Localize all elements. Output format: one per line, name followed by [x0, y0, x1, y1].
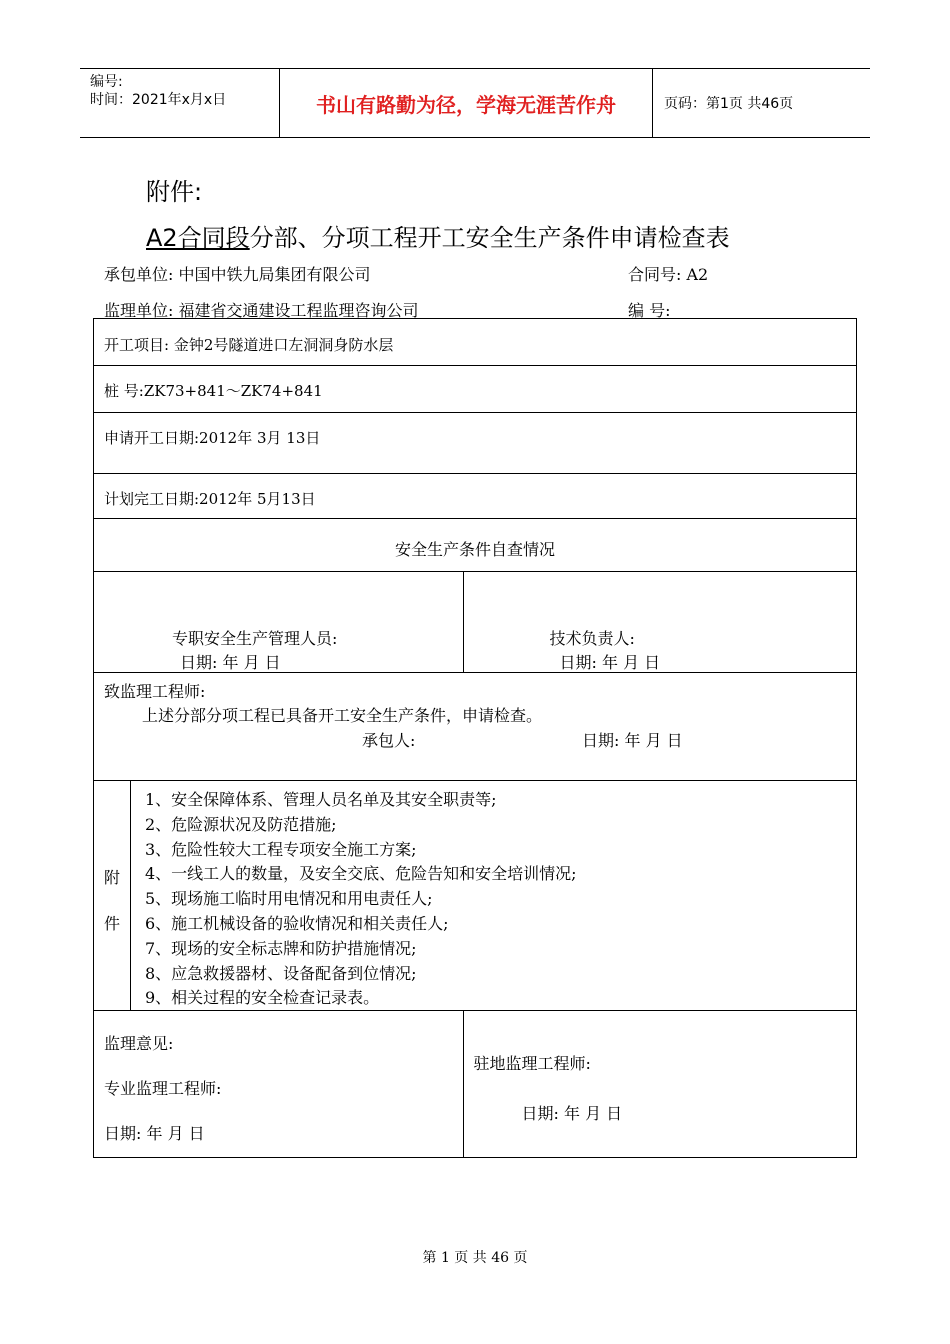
title-text: 分部、分项工程开工安全生产条件申请检查表 — [249, 224, 730, 252]
page-footer: 第 1 页 共 46 页 — [422, 1250, 528, 1266]
list-item: 2、危险源状况及防范措施; — [144, 814, 337, 834]
safety-manager-sign: 专职安全生产管理人员: — [172, 629, 338, 648]
attachment-side-1: 附 — [104, 868, 121, 887]
motto: 书山有路勤为径，学海无涯苦作舟 — [280, 69, 653, 137]
to-engineer: 致监理工程师: — [104, 682, 206, 701]
document-title — [146, 218, 730, 253]
list-item: 1、安全保障体系、管理人员名单及其安全职责等; — [144, 790, 497, 809]
professional-engineer-sign: 专业监理工程师: — [104, 1079, 222, 1098]
contractor-unit: 承包单位: 中国中铁九局集团有限公司 — [104, 265, 371, 284]
application-form — [93, 318, 857, 1158]
list-item: 3、危险性较大工程专项安全施工方案; — [144, 839, 417, 859]
tech-lead-date: 日期: 年 月 日 — [559, 653, 661, 672]
list-item: 4、一线工人的数量，及安全交底、危险告知和安全培训情况; — [144, 864, 577, 884]
list-item: 6、施工机械设备的验收情况和相关责任人; — [144, 913, 449, 933]
safety-manager-date: 日期: 年 月 日 — [180, 653, 281, 672]
professional-engineer-date: 日期: 年 月 日 — [104, 1124, 205, 1143]
end-date-field: 计划完工日期:2012年 5月13日 — [104, 490, 316, 508]
resident-engineer-sign: 驻地监理工程师: — [473, 1054, 591, 1073]
tech-lead-sign: 技术负责人: — [549, 629, 635, 648]
contractor-sign: 承包人: — [362, 731, 416, 750]
list-item: 7、现场的安全标志牌和防护措施情况; — [144, 938, 417, 958]
list-item: 9、相关过程的安全检查记录表。 — [144, 988, 380, 1008]
serial-number: 编 号: — [628, 301, 671, 320]
attachment-list — [131, 788, 856, 1011]
page-info: 页码：第1页 共46页 — [664, 96, 794, 112]
number-label: 编号: — [90, 74, 123, 90]
resident-engineer-date: 日期: 年 月 日 — [521, 1104, 623, 1123]
supervisor-unit: 监理单位: 福建省交通建设工程监理咨询公司 — [104, 301, 419, 320]
contract-number: 合同号: A2 — [628, 265, 709, 284]
project-field: 开工项目: 金钟2号隧道进口左洞洞身防水层 — [104, 336, 394, 354]
supervision-opinion: 监理意见: — [104, 1034, 174, 1053]
self-check-heading: 安全生产条件自查情况 — [394, 540, 555, 559]
contractor-date: 日期: 年 月 日 — [582, 731, 683, 750]
page-header — [80, 68, 870, 138]
readiness-statement: 上述分部分项工程已具备开工安全生产条件，申请检查。 — [142, 706, 543, 725]
attachment-label: 附件: — [146, 178, 203, 206]
station-field: 桩 号:ZK73+841～ZK74+841 — [104, 382, 323, 400]
list-item: 8、应急救援器材、设备配备到位情况; — [144, 963, 417, 983]
attachment-side-2: 件 — [104, 914, 121, 933]
time-label: 时间：2021年x月x日 — [90, 92, 227, 108]
list-item: 5、现场施工临时用电情况和用电责任人; — [144, 889, 433, 909]
title-contract-section: A2合同段 — [146, 224, 250, 252]
header-meta — [80, 69, 280, 137]
start-date-field: 申请开工日期:2012年 3月 13日 — [104, 429, 321, 447]
